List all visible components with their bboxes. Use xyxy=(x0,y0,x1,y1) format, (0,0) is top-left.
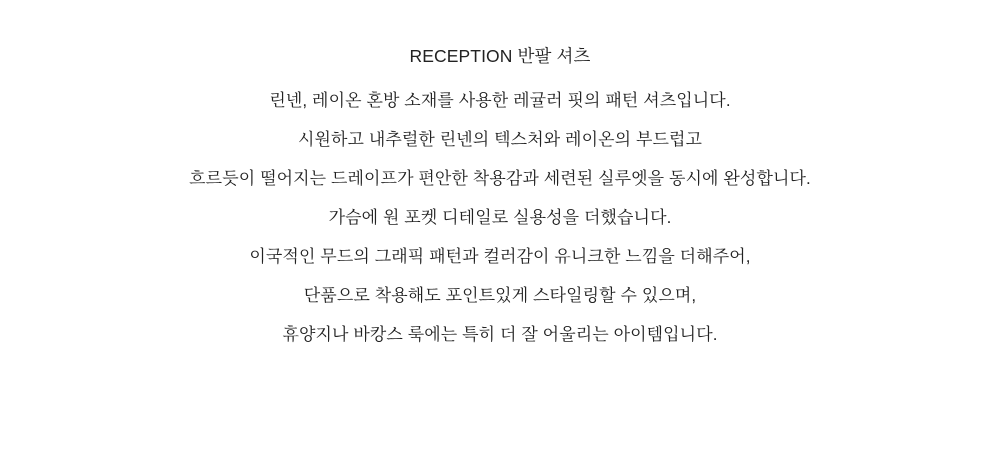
description-line-5: 이국적인 무드의 그래픽 패턴과 컬러감이 유니크한 느낌을 더해주어, xyxy=(249,246,751,266)
description-line-7: 휴양지나 바캉스 룩에는 특히 더 잘 어울리는 아이템입니다. xyxy=(282,324,718,344)
description-line-3: 흐르듯이 떨어지는 드레이프가 편안한 착용감과 세련된 실루엣을 동시에 완성합니다. xyxy=(189,168,811,188)
description-line-6: 단품으로 착용해도 포인트있게 스타일링할 수 있으며, xyxy=(303,285,697,305)
description-line-4: 가슴에 원 포켓 디테일로 실용성을 더했습니다. xyxy=(328,207,672,227)
description-line-2: 시원하고 내추럴한 린넨의 텍스처와 레이온의 부드럽고 xyxy=(297,129,703,149)
description-line-1: 린넨, 레이온 혼방 소재를 사용한 레귤러 핏의 패턴 셔츠입니다. xyxy=(269,90,731,110)
product-title: RECEPTION 반팔 셔츠 xyxy=(409,46,591,66)
